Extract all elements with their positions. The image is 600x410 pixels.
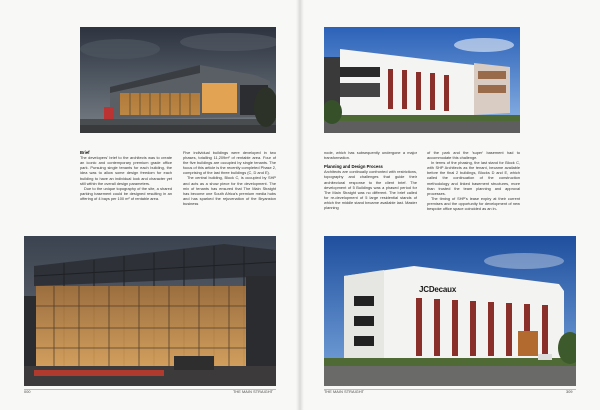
photo-building-dusk — [80, 27, 276, 133]
paragraph: In terms of the phasing, the last stand for Block C, with SHP Architects as the tenant, became available before the final 2 buildings, Blocks D and E, which called the continuation of the construction methodology and linked basement structures, more than trusted the team planning and approval processes. — [427, 160, 520, 196]
folio-title: THE MAIN STRAIGHT — [324, 390, 365, 394]
paragraph: Architects are continually confronted with restrictions, topography and challenges that guide their architectural response to the client brief. The development of 5 Buildings was a phased period for The Main Straight was no different. The brief called for re-development of 5 large residential stands of which the middle stand became available last. Master planning — [324, 169, 417, 211]
spine-gutter — [296, 0, 304, 410]
folio-title: THE MAIN STRAIGHT — [233, 390, 274, 394]
paragraph: The developers' brief to the architects was to create an iconic and contemporary premium grade office park. Pursuing single tenants for each building, the idea was to allow some design freedom for each building to have an individual look and character yet still within the overall design parameters. — [80, 155, 172, 186]
folio-page-number: 309 — [566, 390, 573, 394]
text-column-2 — [183, 150, 276, 206]
paragraph: The central building, Block C, is occupied by SHP and acts as a show piece for the development. The mix of tenants has ensured that The Main Straight has become one South Africa's premium media hubs and has sparked the rejuvenation of the Bryanston business — [183, 175, 276, 206]
right-page — [300, 0, 600, 410]
heading-planning-design-process: Planning and Design Process — [324, 164, 383, 170]
photo-white-building-day — [324, 27, 520, 133]
photo-glass-facade — [24, 236, 276, 386]
heading-brief: Brief — [80, 150, 90, 155]
jcdecaux-sign: JCDecaux — [419, 285, 457, 294]
paragraph: The timing of SHP's lease expiry at their current premises and the opportunity for development of new bespoke office space coincided as an in- — [427, 195, 520, 212]
paragraph: of the park and the 'super' basement had to accommodate this challenge. — [427, 150, 520, 161]
text-column-1 — [324, 150, 417, 210]
text-column-1 — [80, 150, 172, 201]
folio-page-number: 000 — [24, 390, 31, 394]
paragraph: Due to the unique topography of the site, a shared parking basement could be designed resulting in an offering of 4 bays per 100 m² of rentable area. — [80, 185, 172, 201]
photo-jcdecaux-building — [324, 236, 576, 386]
text-column-2 — [427, 150, 520, 211]
paragraph: node, which has subsequently undergone a major transformation. — [324, 150, 417, 161]
paragraph: Five individual buildings were developed in two phases, totalling 11,209m² of rentable area. Four of the five buildings are occupied by single tenants. The focus of this article is the recently completed Phase 2, comprising of the last three buildings (C, D and E). — [183, 150, 276, 176]
